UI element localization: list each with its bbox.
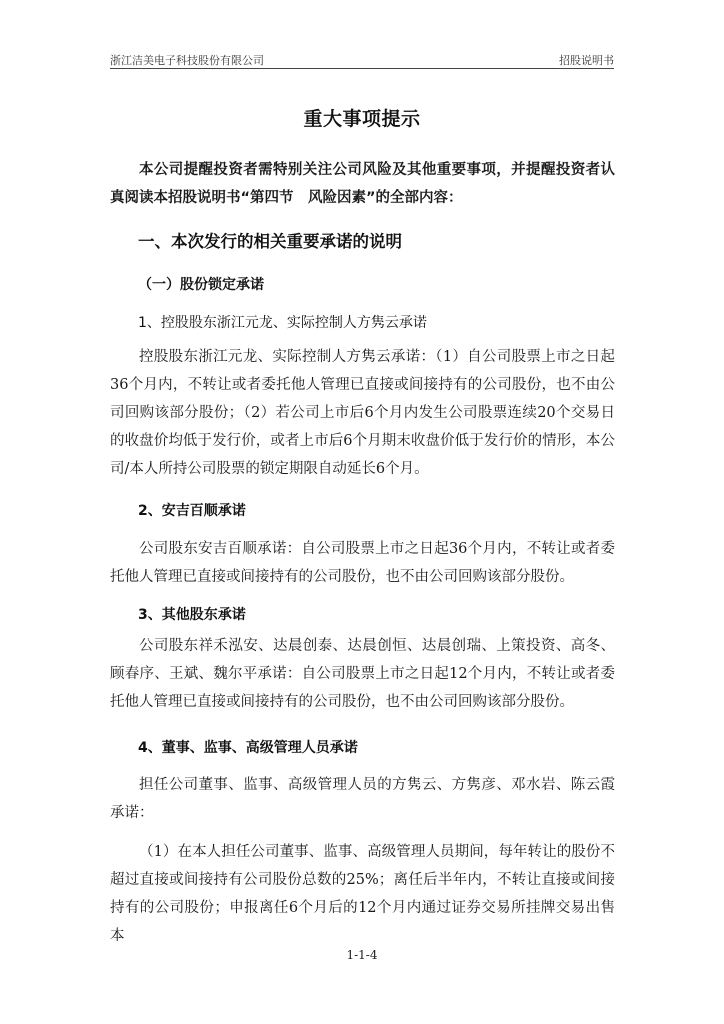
item-text-4: 担任公司董事、监事、高级管理人员的方隽云、方隽彦、邓水岩、陈云霞承诺： xyxy=(110,777,615,821)
item-text-3: 公司股东祥禾泓安、达晨创泰、达晨创恒、达晨创瑞、上策投资、高冬、顾春序、王斌、魏尔平承诺：自公司股票上市之日起12个月内，不转让或者委托他人管理已直接或间接持有的公司股份，也不由公司回购该部分股份。 xyxy=(110,638,615,710)
page-header xyxy=(110,50,614,69)
item-heading-2: 2、安吉百顺承诺 xyxy=(138,503,246,519)
section-heading-1: 一、本次发行的相关重要承诺的说明 xyxy=(138,232,402,251)
item-text-1: 控股股东浙江元龙、实际控制人方隽云承诺：（1）自公司股票上市之日起36个月内，不转让或者委托他人管理已直接或间接持有的公司股份，也不由公司回购该部分股份；（2）若公司上市后6个月内发生公司股票连续20个交易日的收盘价均低于发行价，或者上市后6个月期末收盘价低于发行价的情形，本公司/本人所持公司股票的锁定期限自动延长6个月。 xyxy=(110,349,615,477)
header-company-name: 浙江洁美电子科技股份有限公司 xyxy=(110,54,264,67)
page-title: 重大事项提示 xyxy=(303,108,421,130)
item-text-2: 公司股东安吉百顺承诺：自公司股票上市之日起36个月内，不转让或者委托他人管理已直接或间接持有的公司股份，也不由公司回购该部分股份。 xyxy=(110,541,615,585)
item-heading-1: 1、控股股东浙江元龙、实际控制人方隽云承诺 xyxy=(138,315,427,331)
item-text-4-continued: （1）在本人担任公司董事、监事、高级管理人员期间，每年转让的股份不超过直接或间接持有公司股份总数的25%；离任后半年内，不转让直接或间接持有的公司股份；申报离任6个月后的12个月内通过证券交易所挂牌交易出售本 xyxy=(110,844,615,944)
page-number: 1-1-4 xyxy=(346,948,378,962)
item-heading-3: 3、其他股东承诺 xyxy=(138,607,246,623)
subsection-heading-share-lock: （一）股份锁定承诺 xyxy=(138,277,264,293)
item-heading-4: 4、董事、监事、高级管理人员承诺 xyxy=(138,740,358,756)
header-document-type: 招股说明书 xyxy=(559,54,614,67)
intro-paragraph: 本公司提醒投资者需特别关注公司风险及其他重要事项，并提醒投资者认真阅读本招股说明书“第四节 风险因素”的全部内容： xyxy=(110,162,615,206)
